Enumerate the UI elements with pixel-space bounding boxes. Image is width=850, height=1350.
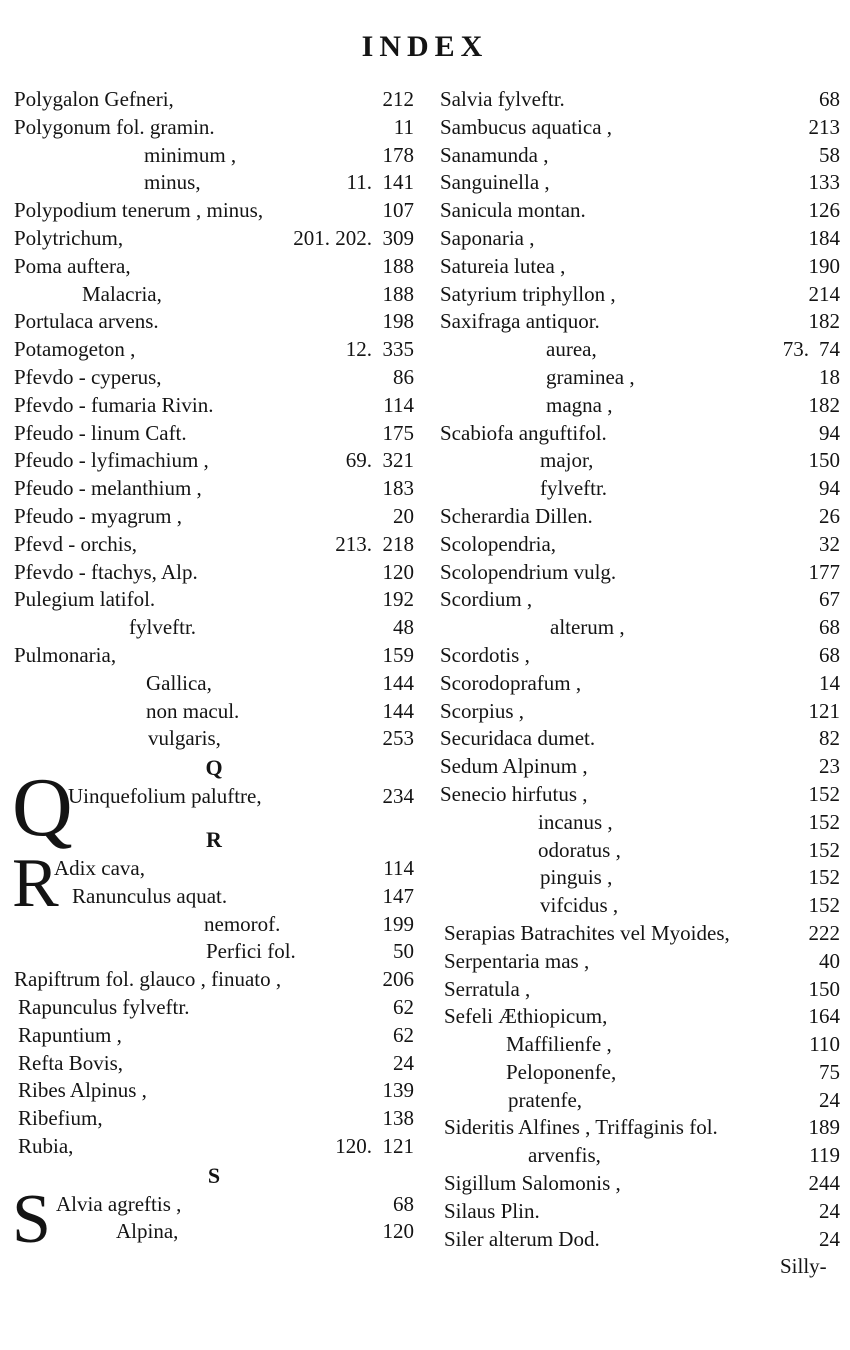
- entry-term: Refta Bovis,: [18, 1050, 123, 1075]
- index-entry: [440, 225, 840, 253]
- index-entry: [440, 308, 840, 336]
- entry-page-number: 24: [819, 1226, 840, 1251]
- entry-term: minimum ,: [144, 142, 237, 167]
- entry-term: Sigillum Salomonis ,: [444, 1171, 621, 1196]
- entry-page-number: 152: [808, 837, 840, 862]
- entry-term: Pfevdo - ftachys, Alp.: [14, 559, 198, 584]
- entry-page-number: 94: [819, 476, 840, 501]
- drop-cap: S: [12, 1180, 51, 1258]
- index-entry: [440, 586, 840, 614]
- entry-term: major,: [540, 448, 594, 473]
- index-entry: [14, 169, 414, 197]
- index-entry: [440, 670, 840, 698]
- index-entry: [440, 197, 840, 225]
- entry-page-number: 68: [393, 1191, 414, 1216]
- index-entry: [440, 1114, 840, 1142]
- entry-page-number: 199: [382, 911, 414, 936]
- entry-page-number: 48: [393, 615, 414, 640]
- entry-page-number: 189: [808, 1115, 840, 1140]
- entry-page-number: 198: [382, 309, 414, 334]
- index-entry: [14, 86, 414, 114]
- index-entry: [440, 531, 840, 559]
- index-column-left: [12, 86, 414, 1258]
- entry-page-number: 190: [808, 253, 840, 278]
- index-entry: [14, 114, 414, 142]
- entry-term: Polypodium tenerum , minus,: [14, 198, 264, 223]
- entry-page-number: 11: [393, 114, 414, 139]
- entry-term: Siler alterum Dod.: [444, 1226, 600, 1251]
- entry-page-number: 121: [382, 1133, 414, 1158]
- index-entry: [14, 253, 414, 281]
- entry-term: Potamogeton ,: [14, 337, 136, 362]
- section-letter: R: [206, 826, 222, 852]
- entry-term: Pfevdo - cyperus,: [14, 364, 162, 389]
- entry-page-number: 152: [808, 865, 840, 890]
- entry-term: fylveftr.: [540, 476, 608, 501]
- index-entry: [14, 475, 414, 503]
- entry-term: Saponaria ,: [440, 225, 535, 250]
- entry-page-number: 114: [383, 392, 414, 417]
- entry-term: vulgaris,: [148, 726, 221, 751]
- entry-page-number: 212: [382, 87, 414, 111]
- index-entry: [14, 503, 414, 531]
- entry-term: Scorpius ,: [440, 698, 524, 723]
- entry-term: Satureia lutea ,: [440, 253, 566, 278]
- index-entry: [14, 308, 414, 336]
- entry-term: nemorof.: [204, 911, 281, 936]
- entry-page-number: 107: [382, 198, 414, 223]
- entry-term: Pfevdo - fumaria Rivin.: [14, 392, 214, 417]
- index-entry: [14, 1218, 414, 1246]
- entry-page-number: 150: [808, 448, 840, 473]
- index-entry: [440, 475, 840, 503]
- entry-term: Ribes Alpinus ,: [18, 1078, 147, 1103]
- index-entry: [440, 614, 840, 642]
- entry-page-number: 152: [808, 893, 840, 918]
- entry-extra-page: 11.: [346, 170, 372, 195]
- entry-term: Serapias Batrachites vel Myoides,: [444, 920, 730, 945]
- index-entry: [440, 725, 840, 753]
- entry-page-number: 62: [393, 1022, 414, 1047]
- entry-extra-page: 201. 202.: [293, 225, 372, 250]
- entry-term: arvenfis,: [528, 1143, 601, 1168]
- index-entry: [440, 642, 840, 670]
- index-entry: [14, 1105, 414, 1133]
- entry-term: Pulegium latifol.: [14, 587, 156, 612]
- index-entry: [14, 281, 414, 309]
- index-entry: [14, 670, 414, 698]
- index-column-right: [440, 86, 840, 1253]
- index-entry: [14, 225, 414, 253]
- entry-term: Rapiftrum fol. glauco , finuato ,: [14, 967, 282, 992]
- index-entry: [14, 586, 414, 614]
- index-entry: [440, 253, 840, 281]
- index-entry: [14, 614, 414, 642]
- entry-term: incanus ,: [538, 809, 613, 834]
- drop-cap: R: [12, 844, 59, 922]
- entry-term: alterum ,: [550, 615, 625, 640]
- index-entry: [440, 920, 840, 948]
- entry-page-number: 18: [819, 364, 840, 389]
- entry-page-number: 120: [382, 1219, 414, 1244]
- entry-term: Scolopendrium vulg.: [440, 559, 617, 584]
- entry-page-number: 23: [819, 754, 840, 779]
- index-entry: [440, 1226, 840, 1254]
- index-entry: [14, 531, 414, 559]
- index-entry: [440, 1198, 840, 1226]
- entry-page-number: 50: [393, 939, 414, 964]
- entry-extra-page: 213.: [335, 531, 372, 556]
- entry-term: Sanamunda ,: [440, 142, 549, 167]
- index-entry: [14, 420, 414, 448]
- entry-page-number: 309: [382, 225, 414, 250]
- entry-page-number: 192: [382, 587, 414, 612]
- entry-term: Scordium ,: [440, 587, 533, 612]
- index-entry: [440, 892, 840, 920]
- entry-page-number: 67: [819, 587, 840, 612]
- index-entry: [440, 864, 840, 892]
- entry-page-number: 182: [808, 309, 840, 334]
- index-entry: [440, 1003, 840, 1031]
- entry-extra-page: 73.: [782, 337, 809, 362]
- index-entry: [14, 1022, 414, 1050]
- index-entry: [14, 642, 414, 670]
- entry-page-number: 68: [819, 642, 840, 667]
- entry-page-number: 58: [819, 142, 840, 167]
- entry-term: Uinquefolium paluftre,: [68, 784, 262, 809]
- entry-term: Serratula ,: [444, 976, 531, 1001]
- entry-page-number: 24: [819, 1087, 840, 1112]
- entry-term: Saxifraga antiquor.: [440, 309, 600, 334]
- entry-term: Securidaca dumet.: [440, 726, 596, 751]
- entry-page-number: 121: [808, 698, 840, 723]
- index-entry: [440, 420, 840, 448]
- entry-term: Pfevd - orchis,: [14, 531, 138, 556]
- entry-page-number: 68: [819, 87, 840, 111]
- entry-term: Pfeudo - myagrum ,: [14, 503, 182, 528]
- entry-term: Senecio hirfutus ,: [440, 781, 588, 806]
- entry-page-number: 184: [808, 225, 840, 250]
- entry-page-number: 86: [393, 364, 414, 389]
- section-letter: Q: [205, 755, 223, 781]
- entry-term: Scabiofa anguftifol.: [440, 420, 607, 445]
- entry-term: Silaus Plin.: [444, 1198, 540, 1223]
- entry-page-number: 175: [382, 420, 414, 445]
- entry-term: pinguis ,: [540, 865, 613, 890]
- entry-page-number: 152: [808, 809, 840, 834]
- drop-cap: Q: [12, 761, 73, 855]
- entry-term: Pfeudo - linum Caft.: [14, 420, 187, 445]
- index-entry: [14, 698, 414, 726]
- entry-term: Pfeudo - lyfimachium ,: [14, 448, 209, 473]
- catchword: Silly-: [780, 1254, 827, 1278]
- entry-term: Salvia fylveftr.: [440, 87, 565, 111]
- entry-term: Rapunculus fylveftr.: [18, 994, 190, 1019]
- index-entry: [440, 809, 840, 837]
- index-entry: [14, 938, 414, 966]
- entry-page-number: 177: [808, 559, 840, 584]
- entry-page-number: 20: [393, 503, 414, 528]
- entry-page-number: 32: [819, 531, 840, 556]
- entry-term: Scherardia Dillen.: [440, 503, 593, 528]
- index-entry: [440, 503, 840, 531]
- entry-term: Pulmonaria,: [14, 642, 117, 667]
- index-entry: [14, 883, 414, 911]
- entry-page-number: 234: [382, 784, 414, 809]
- section-letter: S: [207, 1162, 221, 1188]
- index-entry: [440, 559, 840, 587]
- entry-term: Rubia,: [18, 1133, 74, 1158]
- entry-page-number: 206: [382, 967, 414, 992]
- index-entry: [14, 911, 414, 939]
- entry-term: Peloponenfe,: [506, 1059, 617, 1084]
- index-entry: [440, 1031, 840, 1059]
- index-entry: [14, 392, 414, 420]
- entry-term: Perfici fol.: [206, 939, 296, 964]
- entry-term: Sideritis Alfines , Triffaginis fol.: [444, 1115, 718, 1140]
- index-entry: [440, 1059, 840, 1087]
- entry-page-number: 120: [382, 559, 414, 584]
- entry-page-number: 159: [382, 642, 414, 667]
- index-entry: [14, 966, 414, 994]
- entry-term: Sedum Alpinum ,: [440, 754, 588, 779]
- entry-term: Alvia agreftis ,: [56, 1191, 182, 1216]
- index-entry: [440, 698, 840, 726]
- index-entry: [14, 559, 414, 587]
- entry-extra-page: 69.: [345, 448, 372, 473]
- entry-term: Poma auftera,: [14, 253, 131, 278]
- entry-extra-page: 12.: [345, 337, 372, 362]
- entry-term: Ranunculus aquat.: [72, 883, 228, 908]
- entry-page-number: 68: [819, 615, 840, 640]
- index-entry: [12, 761, 414, 855]
- entry-page-number: 188: [382, 281, 414, 306]
- index-entry: [440, 837, 840, 865]
- index-entry: [440, 336, 840, 364]
- index-entry: [440, 447, 840, 475]
- entry-page-number: 182: [808, 392, 840, 417]
- entry-page-number: 26: [819, 503, 840, 528]
- entry-page-number: 164: [808, 1004, 840, 1029]
- entry-page-number: 321: [382, 448, 414, 473]
- entry-page-number: 218: [382, 531, 414, 556]
- entry-page-number: 178: [382, 142, 414, 167]
- page-title: INDEX: [361, 30, 489, 63]
- entry-term: Polygalon Gefneri,: [14, 87, 174, 111]
- entry-page-number: 147: [382, 883, 414, 908]
- entry-term: fylveftr.: [129, 615, 197, 640]
- entry-page-number: 152: [808, 781, 840, 806]
- index-entry: [14, 197, 414, 225]
- index-entry: [440, 364, 840, 392]
- entry-extra-page: 120.: [335, 1133, 372, 1158]
- index-entry: [440, 281, 840, 309]
- index-entry: [440, 753, 840, 781]
- entry-term: graminea ,: [546, 364, 635, 389]
- index-entry: [14, 1077, 414, 1105]
- entry-page-number: 144: [382, 698, 414, 723]
- index-entry: [440, 781, 840, 809]
- index-entry: [440, 1170, 840, 1198]
- entry-term: magna ,: [546, 392, 613, 417]
- entry-term: pratenfe,: [508, 1087, 583, 1112]
- index-entry: [440, 976, 840, 1004]
- entry-page-number: 183: [382, 476, 414, 501]
- entry-page-number: 188: [382, 253, 414, 278]
- index-entry: [14, 1133, 414, 1161]
- index-entry: [440, 169, 840, 197]
- entry-term: Pfeudo - melanthium ,: [14, 476, 202, 501]
- entry-term: odoratus ,: [538, 837, 621, 862]
- entry-term: Maffilienfe ,: [506, 1032, 612, 1057]
- entry-term: Sefeli Æthiopicum,: [444, 1004, 608, 1029]
- entry-page-number: 24: [393, 1050, 414, 1075]
- index-entry: [14, 142, 414, 170]
- entry-page-number: 110: [809, 1032, 840, 1057]
- entry-page-number: 244: [808, 1171, 840, 1196]
- entry-page-number: 141: [382, 170, 414, 195]
- entry-term: Sanicula montan.: [440, 198, 586, 223]
- index-entry: [14, 364, 414, 392]
- entry-page-number: 62: [393, 994, 414, 1019]
- entry-term: Scorodoprafum ,: [440, 670, 582, 695]
- entry-page-number: 139: [382, 1078, 414, 1103]
- entry-page-number: 138: [382, 1106, 414, 1131]
- entry-term: Satyrium triphyllon ,: [440, 281, 616, 306]
- section-gap: [14, 811, 414, 825]
- entry-term: Rapuntium ,: [18, 1022, 122, 1047]
- entry-page-number: 222: [808, 920, 840, 945]
- index-entry: [14, 725, 414, 753]
- entry-page-number: 126: [808, 198, 840, 223]
- entry-page-number: 144: [382, 670, 414, 695]
- entry-term: Scolopendria,: [440, 531, 557, 556]
- entry-term: Sanguinella ,: [440, 170, 550, 195]
- entry-term: Polytrichum,: [14, 225, 124, 250]
- entry-page-number: 214: [808, 281, 840, 306]
- entry-page-number: 40: [819, 948, 840, 973]
- entry-term: Gallica,: [146, 670, 212, 695]
- index-entry: [440, 392, 840, 420]
- entry-page-number: 150: [808, 976, 840, 1001]
- entry-page-number: 335: [382, 337, 414, 362]
- index-entry: [440, 142, 840, 170]
- entry-term: vifcidus ,: [540, 893, 619, 918]
- entry-term: Ribefium,: [18, 1106, 103, 1131]
- entry-term: Adix cava,: [54, 855, 145, 880]
- entry-term: aurea,: [546, 337, 597, 362]
- entry-page-number: 24: [819, 1198, 840, 1223]
- entry-term: Polygonum fol. gramin.: [14, 114, 215, 139]
- index-entry: [14, 994, 414, 1022]
- index-entry: [440, 114, 840, 142]
- entry-term: Scordotis ,: [440, 642, 530, 667]
- index-entry: [440, 948, 840, 976]
- entry-term: non macul.: [146, 698, 240, 723]
- entry-term: Malacria,: [82, 281, 162, 306]
- entry-page-number: 14: [819, 670, 840, 695]
- entry-page-number: 75: [819, 1059, 840, 1084]
- entry-page-number: 114: [383, 855, 414, 880]
- entry-page-number: 253: [382, 726, 414, 751]
- entry-term: Sambucus aquatica ,: [440, 114, 613, 139]
- index-entry: [440, 1087, 840, 1115]
- entry-page-number: 213: [808, 114, 840, 139]
- entry-term: Serpentaria mas ,: [444, 948, 590, 973]
- entry-page-number: 133: [808, 170, 840, 195]
- index-entry: [440, 1142, 840, 1170]
- index-entry: [440, 86, 840, 114]
- index-entry: [14, 336, 414, 364]
- entry-term: minus,: [144, 170, 201, 195]
- entry-page-number: 74: [819, 337, 840, 362]
- entry-page-number: 94: [819, 420, 840, 445]
- entry-page-number: 82: [819, 726, 840, 751]
- entry-term: Portulaca arvens.: [14, 309, 159, 334]
- entry-page-number: 119: [809, 1143, 840, 1168]
- entry-term: Alpina,: [116, 1219, 179, 1244]
- index-entry: [14, 447, 414, 475]
- index-entry: [14, 1050, 414, 1078]
